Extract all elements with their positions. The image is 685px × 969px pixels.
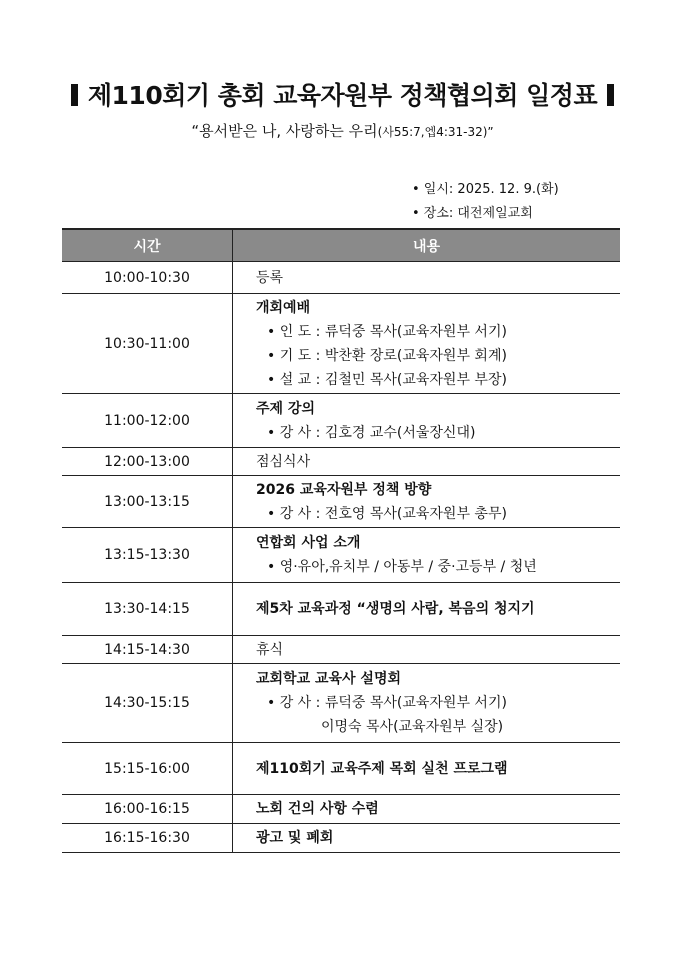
subtitle-reference: (사55:7,엡4:31-32)” [377,125,494,139]
row-time: 14:15-14:30 [62,636,233,664]
title-right-bar [607,84,614,106]
row-line: 2026 교육자원부 정책 방향 [256,481,432,498]
row-time: 13:30-14:15 [62,583,233,636]
title-left-bar [71,84,78,106]
row-line: 주제 강의 [256,400,315,417]
row-time: 10:30-11:00 [62,294,233,394]
row-line: • 강 사 : 김호경 교수(서울장신대) [267,424,476,441]
row-content [233,583,621,636]
row-line: • 설 교 : 김철민 목사(교육자원부 부장) [267,371,507,388]
row-content [233,294,621,394]
row-time: 12:00-13:00 [62,448,233,476]
row-line: 등록 [256,269,284,286]
row-content [233,636,621,664]
row-time: 16:15-16:30 [62,824,233,853]
row-content [233,795,621,824]
title-text: 제110회기 총회 교육자원부 정책협의회 일정표 [87,81,598,110]
row-line: 개회예배 [256,299,311,316]
row-content [233,262,621,294]
row-line: • 강 사 : 류덕중 목사(교육자원부 서기) [267,695,507,711]
schedule-row [62,294,620,394]
header-content: 내용 [233,229,621,262]
schedule-row [62,636,620,664]
subtitle-main: “용서받은 나, 사랑하는 우리 [191,122,378,140]
schedule-row [62,664,620,743]
row-line: 제5차 교육과정 “생명의 사람, 복음의 청지기 [256,601,535,617]
row-time: 13:00-13:15 [62,476,233,528]
schedule-row [62,824,620,853]
row-time: 10:00-10:30 [62,262,233,294]
row-content [233,528,621,583]
row-content [233,394,621,448]
row-line: • 강 사 : 전호영 목사(교육자원부 총무) [267,505,507,522]
row-line: 점심식사 [256,453,311,470]
row-line: 휴식 [256,641,284,658]
schedule-row [62,262,620,294]
row-content [233,824,621,853]
row-content [233,664,621,743]
row-line: 광고 및 폐회 [256,830,334,846]
page-title [0,76,685,112]
event-place: • 장소: 대전제일교회 [412,206,533,221]
schedule-row [62,583,620,636]
schedule-row [62,743,620,795]
header-time: 시간 [62,229,233,262]
schedule-row [62,448,620,476]
row-line: 교회학교 교육사 설명회 [256,671,401,687]
row-line: 이명숙 목사(교육자원부 실장) [321,719,504,735]
row-time: 11:00-12:00 [62,394,233,448]
page-subtitle [0,120,685,141]
row-line: • 인 도 : 류덕중 목사(교육자원부 서기) [267,323,507,340]
schedule-row [62,394,620,448]
row-line: • 기 도 : 박찬환 장로(교육자원부 회계) [267,347,507,364]
row-content [233,448,621,476]
schedule-body [62,262,620,853]
schedule-header-row [62,229,620,262]
row-line: 연합회 사업 소개 [256,535,361,551]
schedule-row [62,528,620,583]
row-time: 16:00-16:15 [62,795,233,824]
schedule-table [62,228,620,853]
event-date: • 일시: 2025. 12. 9.(화) [412,182,559,197]
row-line: 노회 건의 사항 수렴 [256,801,379,817]
row-time: 14:30-15:15 [62,664,233,743]
schedule-row [62,476,620,528]
schedule-row [62,795,620,824]
row-line: 제110회기 교육주제 목회 실천 프로그램 [256,760,508,777]
row-content [233,476,621,528]
row-time: 15:15-16:00 [62,743,233,795]
row-time: 13:15-13:30 [62,528,233,583]
row-line: • 영·유아,유치부 / 아동부 / 중·고등부 / 청년 [267,559,537,575]
row-content [233,743,621,795]
